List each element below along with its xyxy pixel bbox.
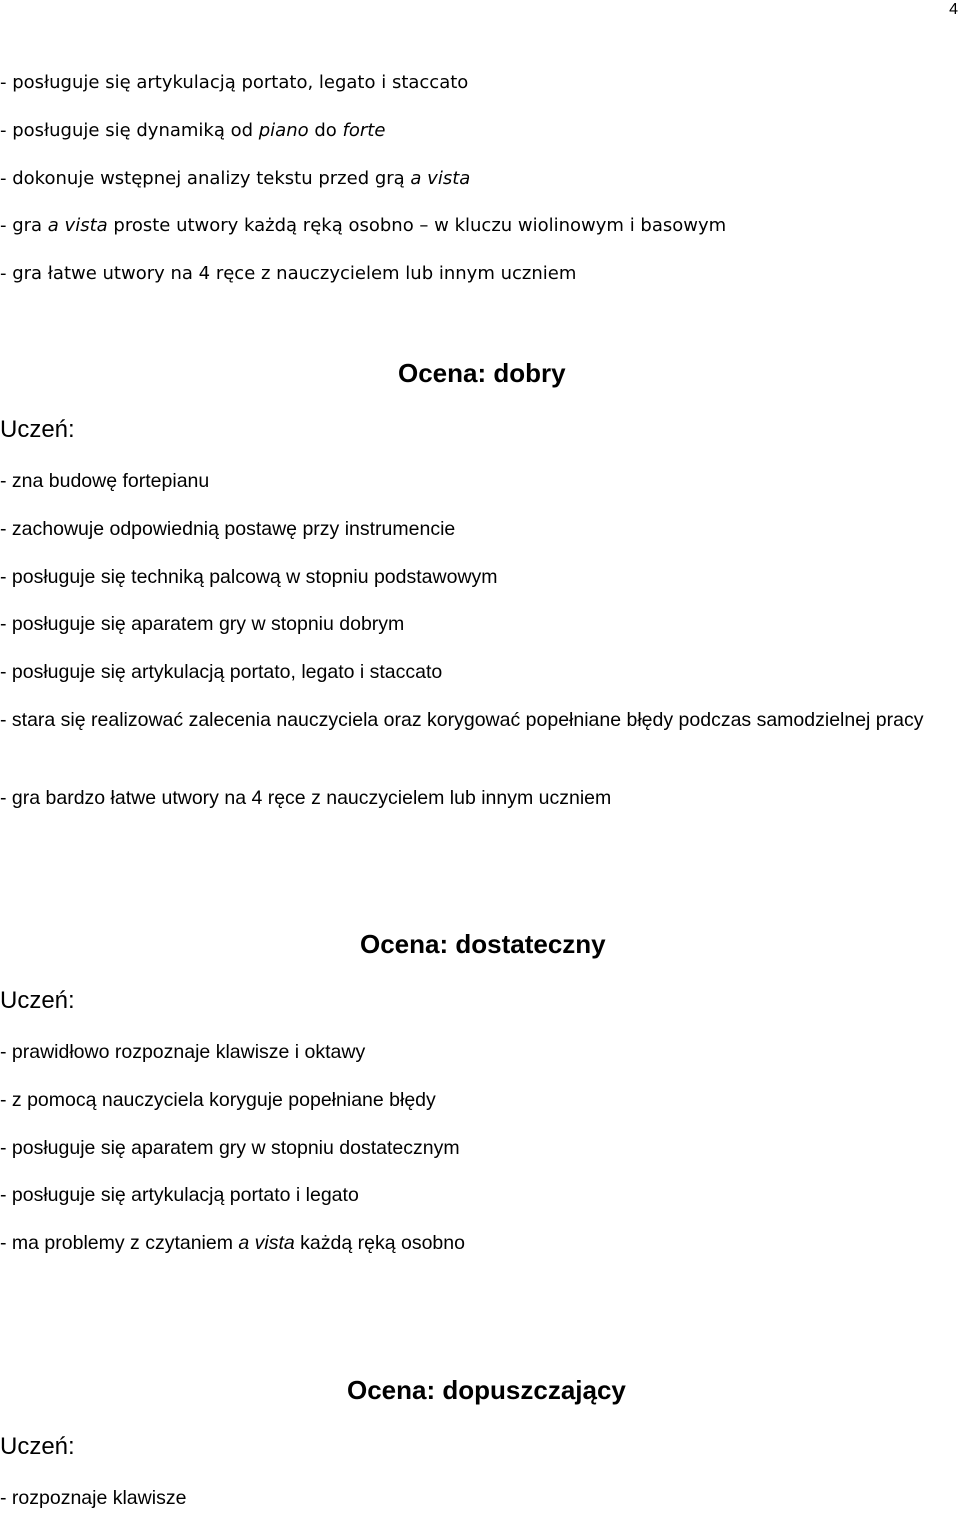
list-item: - stara się realizować zalecenia nauczyciela oraz korygować popełniane błędy podczas samodzielnej pracy bbox=[0, 709, 924, 731]
grade-heading: Ocena: dobry bbox=[398, 358, 566, 388]
list-item: - posługuje się artykulacją portato, legato i staccato bbox=[0, 72, 469, 93]
list-item: - posługuje się dynamiką od piano do forte bbox=[0, 120, 386, 141]
page-number: 4 bbox=[949, 1, 958, 18]
list-item: - z pomocą nauczyciela koryguje popełniane błędy bbox=[0, 1089, 436, 1111]
list-item: - rozpoznaje klawisze bbox=[0, 1487, 187, 1509]
list-item: - gra łatwe utwory na 4 ręce z nauczycielem lub innym uczniem bbox=[0, 263, 577, 284]
grade-heading: Ocena: dostateczny bbox=[360, 929, 606, 959]
list-item: - posługuje się aparatem gry w stopniu dostatecznym bbox=[0, 1137, 460, 1159]
list-item: - posługuje się techniką palcową w stopniu podstawowym bbox=[0, 566, 498, 588]
list-item: - posługuje się artykulacją portato, legato i staccato bbox=[0, 661, 443, 683]
list-item: - posługuje się artykulacją portato i legato bbox=[0, 1184, 359, 1206]
student-label: Uczeń: bbox=[0, 1433, 75, 1460]
grade-heading: Ocena: dopuszczający bbox=[347, 1375, 626, 1405]
list-item: - posługuje się aparatem gry w stopniu dobrym bbox=[0, 613, 405, 635]
student-label: Uczeń: bbox=[0, 987, 75, 1014]
list-item: - zna budowę fortepianu bbox=[0, 470, 210, 492]
list-item: - gra bardzo łatwe utwory na 4 ręce z nauczycielem lub innym uczniem bbox=[0, 787, 612, 809]
list-item: - ma problemy z czytaniem a vista każdą ręką osobno bbox=[0, 1232, 465, 1254]
list-item: - gra a vista proste utwory każdą ręką osobno – w kluczu wiolinowym i basowym bbox=[0, 215, 727, 236]
list-item: - zachowuje odpowiednią postawę przy instrumencie bbox=[0, 518, 456, 540]
list-item: - prawidłowo rozpoznaje klawisze i oktawy bbox=[0, 1041, 366, 1063]
student-label: Uczeń: bbox=[0, 416, 75, 443]
list-item: - dokonuje wstępnej analizy tekstu przed grą a vista bbox=[0, 168, 471, 189]
